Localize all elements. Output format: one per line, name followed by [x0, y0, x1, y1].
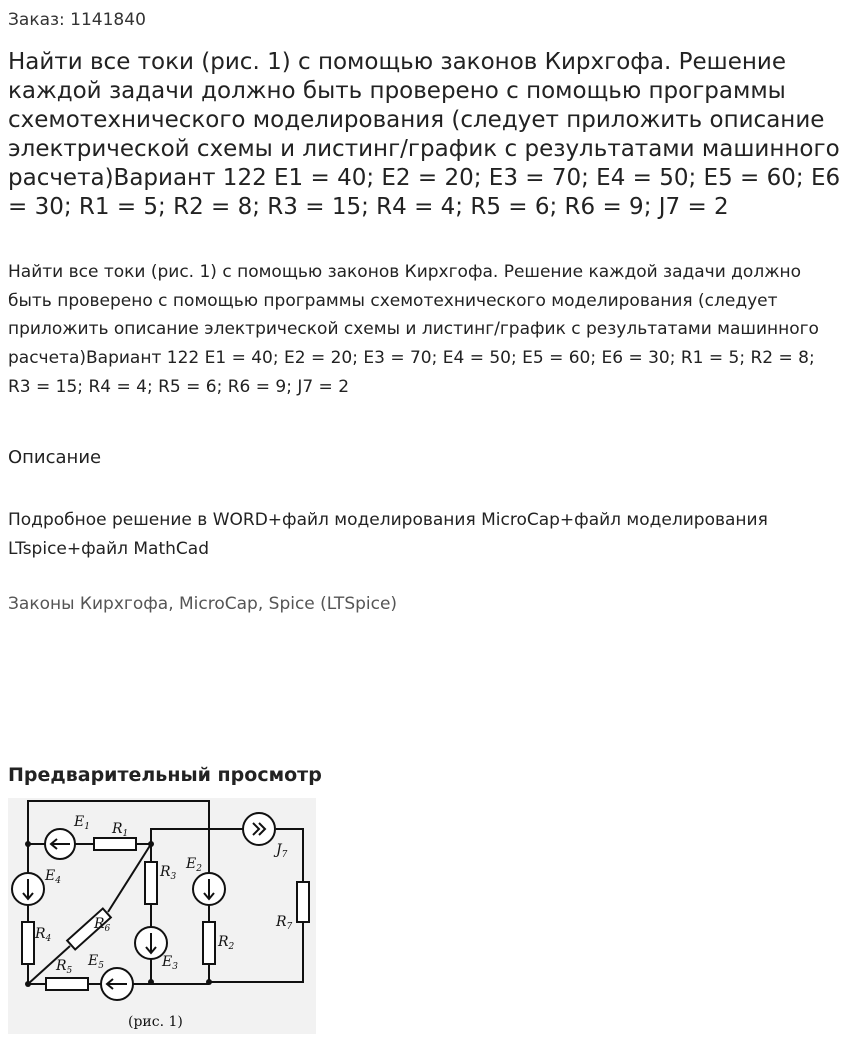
tag-kirchhoff[interactable]: Законы Кирхгофа [8, 594, 169, 614]
label-e2: $E_2$ [186, 856, 202, 874]
label-r7: $R_7$ [276, 914, 293, 932]
source-e5 [101, 968, 133, 1000]
resistor-r1 [94, 838, 136, 850]
label-r4: $R_4$ [35, 926, 52, 944]
tag-list [8, 592, 397, 616]
node [148, 841, 154, 847]
node [148, 979, 154, 985]
label-r2: $R_2$ [218, 934, 235, 952]
node [25, 841, 31, 847]
label-r1: $R_1$ [112, 821, 129, 839]
label-r5: $R_5$ [56, 958, 73, 976]
preview-heading: Предварительный просмотр [8, 764, 322, 786]
circuit-diagram [8, 798, 316, 1034]
tag-microcap[interactable]: MicroCap [179, 594, 258, 614]
node [206, 979, 212, 985]
node [25, 981, 31, 987]
source-e1 [45, 829, 75, 859]
resistor-r4 [22, 922, 34, 964]
tag-spice[interactable]: Spice (LTSpice) [268, 594, 398, 614]
label-e4: $E_4$ [45, 868, 61, 886]
tag-separator: , [257, 594, 269, 614]
order-number: Заказ: 1141840 [8, 10, 146, 30]
label-e1: $E_1$ [74, 814, 90, 832]
resistor-r5 [46, 978, 88, 990]
source-e4 [12, 873, 44, 905]
source-e2 [193, 873, 225, 905]
figure-caption: (рис. 1) [128, 1014, 183, 1030]
task-description: Найти все токи (рис. 1) с помощью законов Кирхгофа. Решение каждой задачи должно быть проверено с помощью программы схемотехнического моделирования (следует приложить описание электрической схемы и листинг/график с результатами машинного расчета)Вариант 122 E1 = 40; E2 = 20; E3 = 70; E4 = 50; E5 = 60; E6 = 30; R1 = 5; R2 = 8; R3 = 15; R4 = 4; R5 = 6; R6 = 9; J7 = 2 [8, 262, 819, 397]
circuit-diagram-preview [8, 798, 316, 1034]
resistor-r2 [203, 922, 215, 964]
label-r3: $R_3$ [160, 864, 177, 882]
task-title: Найти все токи (рис. 1) с помощью законов Кирхгофа. Решение каждой задачи должно быть проверено с помощью программы схемотехнического моделирования (следует приложить описание электрической схемы и листинг/график с результатами машинного расчета)Вариант 122 E1 = 40; E2 = 20; E3 = 70; E4 = 50; E5 = 60; E6 = 30; R1 = 5; R2 = 8; R3 = 15; R4 = 4; R5 = 6; R6 = 9; J7 = 2 [8, 49, 841, 220]
tag-separator: , [168, 594, 179, 614]
label-j7: $J_7$ [276, 842, 288, 860]
label-e5: $E_5$ [88, 953, 104, 971]
label-r6: $R_6$ [94, 916, 111, 934]
resistor-r3 [145, 862, 157, 904]
description-text: Подробное решение в WORD+файл моделирования MicroCap+файл моделирования LTspice+файл MathCad [8, 510, 768, 559]
wire [151, 829, 243, 844]
resistor-r7 [297, 882, 309, 922]
label-e3: $E_3$ [162, 954, 178, 972]
current-source-j7 [243, 813, 275, 845]
description-heading: Описание [8, 447, 102, 468]
